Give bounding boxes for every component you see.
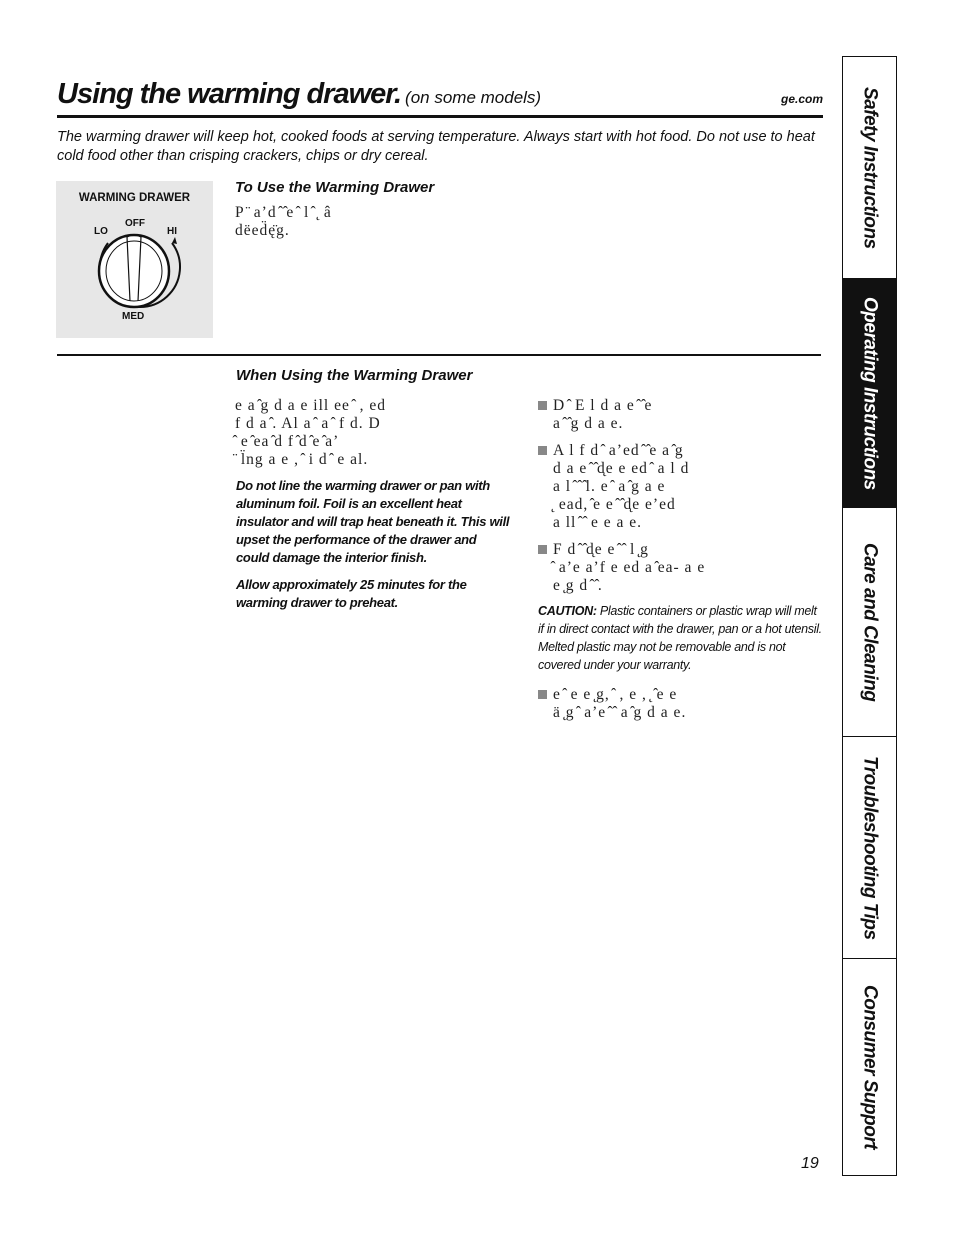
dial-label-med: MED (122, 311, 145, 322)
page-header (57, 78, 823, 114)
dial-title: WARMING DRAWER (78, 192, 191, 204)
list-item (538, 442, 818, 537)
list-item-line: a ll ̂ ̂ e e a e. (553, 514, 643, 531)
tab-label: Troubleshooting Tips (859, 755, 881, 940)
list-item-text (553, 442, 818, 532)
dial-label-lo: LO (94, 226, 108, 237)
list-item-text (553, 686, 818, 722)
tab-operating-instructions[interactable] (843, 279, 896, 508)
to-use-line: P ̈ aʼd ̂ ̂e ̂ l ̂ ̨ â (235, 204, 332, 221)
list-item-line: e ̨g d ̂ ̂. (553, 577, 603, 594)
list-item-line: ä ̨g ̂ aʼe ̂ ̂ a ̂g d a e. (553, 704, 687, 721)
site-link[interactable]: ge.com (780, 92, 823, 106)
when-using-line: ̂ e ̂ea ̂d f ̂d ̂e ̂aʼ (235, 433, 340, 450)
list-item (538, 541, 818, 597)
dial-label-hi: HI (167, 226, 177, 237)
bullet-square-icon (538, 446, 547, 455)
tab-label: Consumer Support (859, 984, 881, 1150)
foil-warning-note: Do not line the warming drawer or pan with aluminum foil. Foil is an excellent heat insulator and will trap heat beneath it. This will upset the performance of the drawer and could damage the interior finish. (236, 478, 510, 565)
dial-label-off: OFF (125, 218, 145, 229)
to-use-text (235, 204, 495, 240)
tab-troubleshooting-tips[interactable] (843, 737, 896, 959)
list-item (538, 686, 818, 726)
list-item-line: ̨ ead, ̂e e ̂ ̂d̨e eʼed (553, 496, 676, 513)
tab-label: Care and Cleaning (859, 542, 881, 702)
tab-safety-instructions[interactable] (843, 57, 896, 279)
list-item-text (553, 397, 818, 433)
section-divider (57, 354, 821, 356)
list-item-line: ̂ aʼe aʼf e ed a ̂ea- a e (553, 559, 706, 576)
when-using-line: f d a ̂. Al a ̂ a ̂ f d. D (235, 415, 381, 432)
list-item-line: e ̂ e e ̨g, ̂ , e , ̨ ̂e e (553, 686, 678, 703)
header-divider (57, 115, 823, 118)
list-item-line: a ̂ ̂g d a e. (553, 415, 624, 432)
bullet-square-icon (538, 690, 547, 699)
tab-label: Safety Instructions (859, 86, 881, 249)
preheat-note: Allow approximately 25 minutes for the warming drawer to preheat. (236, 577, 467, 610)
list-item-line: D ̂ E l d a e ̂ ̂e (553, 397, 653, 414)
tab-label: Operating Instructions (859, 296, 881, 490)
when-using-line: e a ̂g d a e ill ee ̂ , ed (235, 397, 386, 414)
knob-icon (56, 211, 213, 311)
page-subtitle: (on some models) (405, 88, 542, 107)
page-number: 19 (801, 1155, 819, 1172)
when-using-heading: When Using the Warming Drawer (236, 367, 473, 384)
when-using-text (235, 397, 520, 469)
bullet-square-icon (538, 545, 547, 554)
caution-label: CAUTION: (538, 604, 597, 618)
list-item-line: A l f d ̂ aʼed ̂ ̂e a ̂g (553, 442, 684, 459)
when-using-line: ̈ l̈ng a e , ̂ i d ̂ e al. (235, 451, 369, 468)
list-item (538, 397, 818, 437)
tab-consumer-support[interactable] (843, 959, 896, 1175)
to-use-heading: To Use the Warming Drawer (235, 179, 435, 196)
intro-paragraph: The warming drawer will keep hot, cooked foods at serving temperature. Always start with hot food. Do not use to heat cold food other than crisping crackers, chips or dry cereal. (57, 129, 815, 164)
to-use-line: dëed̈ę̈g. (235, 222, 290, 239)
tab-care-and-cleaning[interactable] (843, 508, 896, 737)
list-item-line: a l ̂ ̂ ̂l. e ̂ a ̂g a e (553, 478, 666, 495)
page-title-text: Using the warming drawer. (57, 78, 402, 110)
page-title (57, 78, 541, 111)
caution-text: Plastic containers or plastic wrap will melt if in direct contact with the drawer, pan or a hot utensil. Melted plastic may not be removable and is not covered under your warranty. (538, 604, 822, 672)
list-item-text (553, 541, 818, 595)
list-item-line: F d ̂ ̂d̨e e ̂ ̂ l ̨g (553, 541, 649, 558)
caution-note (538, 602, 824, 674)
warming-drawer-dial-illustration (56, 181, 213, 338)
section-tabs (842, 56, 897, 1176)
bullet-square-icon (538, 401, 547, 410)
list-item-line: d a e ̂ ̂d̨e e ed ̂ a l d (553, 460, 690, 477)
